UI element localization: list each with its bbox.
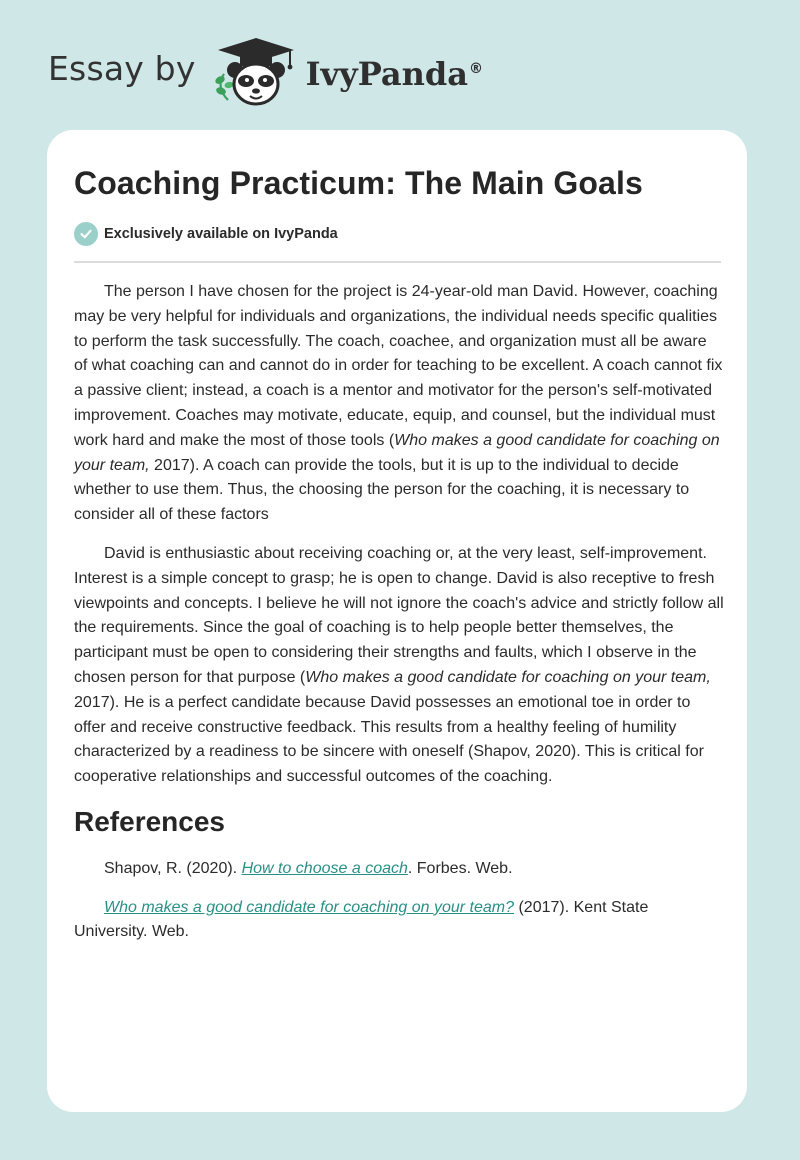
citation: Who makes a good candidate for coaching on your team,: [305, 668, 711, 686]
paragraph: The person I have chosen for the project is 24-year-old man David. However, coaching may be very helpful for individuals and organizations, the individual needs specific qualities to perform the task successfully. The coach, coachee, and organization must all be aware of what coaching can and cannot do in order for teaching to be excellent. A coach cannot fix a passive client; instead, a coach is a mentor and motivator for the person's self-motivated improvement. Coaches may motivate, educate, equip, and counsel, but the individual must work hard and make the most of those tools (Who makes a good candidate for coaching on your team, 2017). A coach can provide the tools, but it is up to the individual to decide whether to use them. Thus, the choosing the person for the coaching, it is necessary to consider all of these factors: [74, 283, 723, 524]
paragraph: David is enthusiastic about receiving coaching or, at the very least, self-improvement. Interest is a simple concept to grasp; he is open to change. David is also receptive to fresh viewpoints and concepts. I believe he will not ignore the coach's advice and strictly follow all the requirements. Since the goal of coaching is to help people better themselves, the participant must be open to considering their strengths and faults, which I observe in the chosen person for that purpose (Who makes a good candidate for coaching on your team, 2017). He is a perfect candidate because David possesses an emotional toe in order to offer and receive constructive feedback. This results from a healthy feeling of humility characterized by a readiness to be sincere with oneself (Shapov, 2020). This is critical for cooperative relationships and successful outcomes of the coaching.: [74, 544, 724, 786]
brand-header[interactable]: [48, 34, 483, 110]
exclusive-badge: [74, 222, 338, 246]
divider: [74, 261, 721, 263]
essay-card: [47, 130, 747, 1112]
check-icon: [74, 222, 98, 246]
references-heading: References: [74, 805, 225, 837]
page-title: Coaching Practicum: The Main Goals: [74, 165, 643, 201]
reference-item: Shapov, R. (2020). How to choose a coach. Forbes. Web.: [104, 859, 513, 877]
citation: Who makes a good candidate for coaching on your team,: [74, 431, 720, 474]
exclusive-label: Exclusively available on IvyPanda: [104, 226, 338, 242]
brand-prefix: Essay by: [48, 48, 196, 88]
essay-body: [74, 280, 724, 959]
reference-link[interactable]: Who makes a good candidate for coaching on your team?: [104, 898, 515, 916]
reference-link[interactable]: How to choose a coach: [241, 859, 408, 877]
panda-graduate-icon: [210, 34, 302, 110]
reference-item: Who makes a good candidate for coaching on your team? (2017). Kent State University. Web.: [74, 898, 649, 941]
brand-name: IvyPanda®: [305, 55, 484, 93]
